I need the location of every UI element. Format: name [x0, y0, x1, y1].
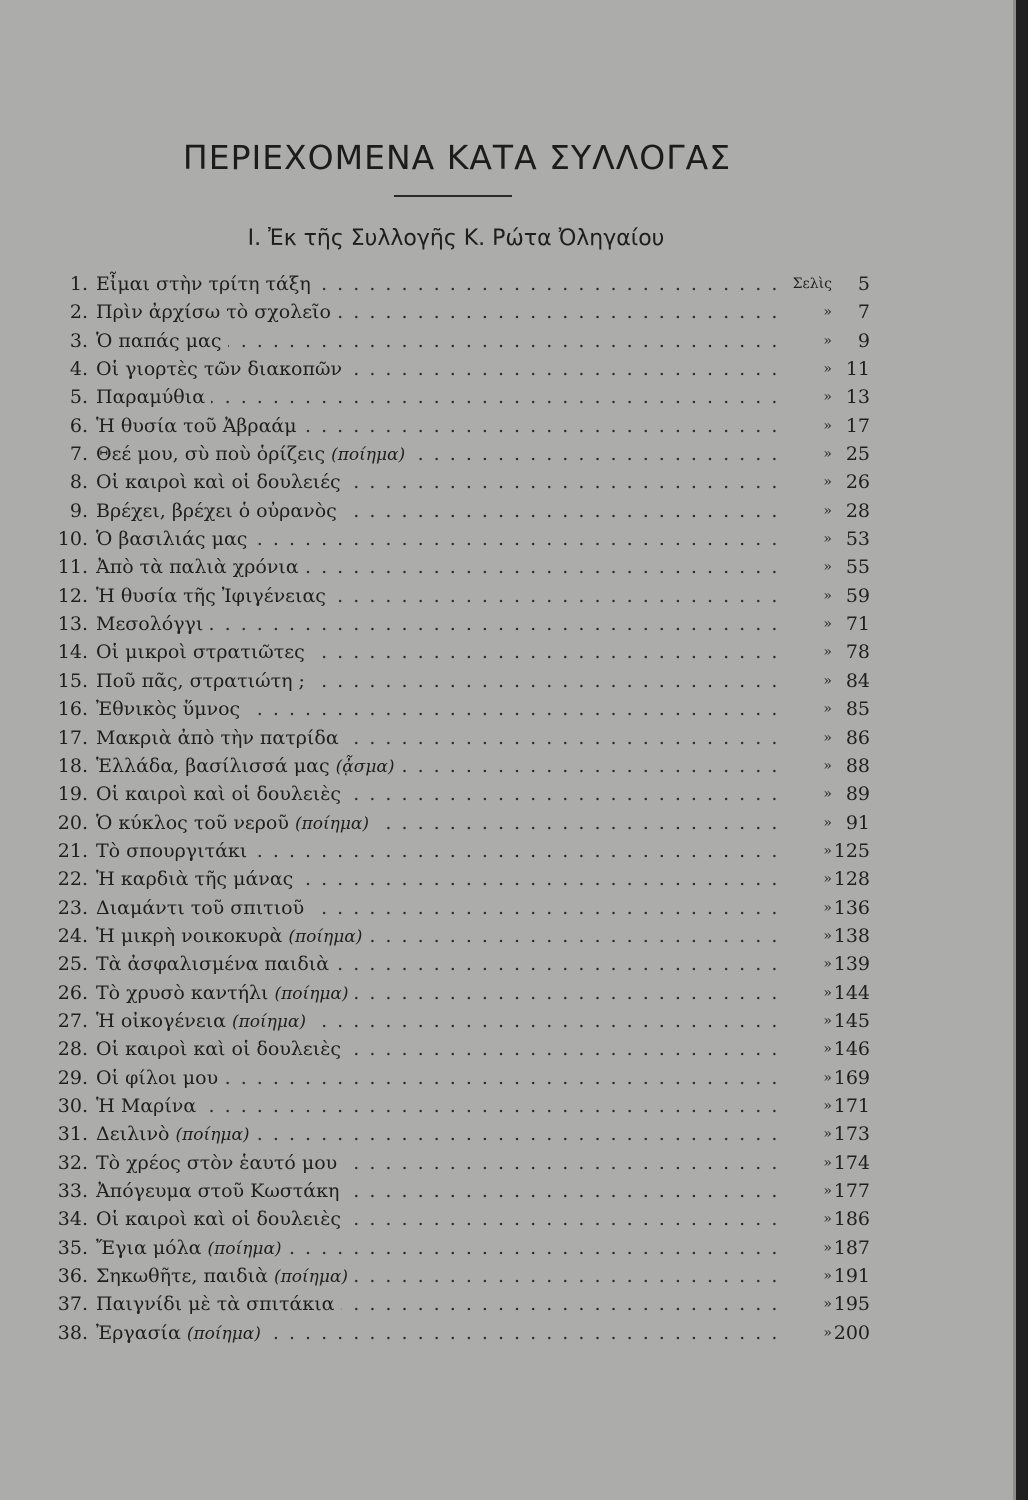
page-mark: » — [823, 559, 832, 576]
page-mark: » — [823, 1012, 832, 1029]
toc-entry — [40, 1177, 880, 1205]
entry-note: (ποίημα) — [295, 814, 375, 834]
entry-note: (ᾆσμα) — [336, 757, 401, 777]
page-mark: » — [823, 1268, 832, 1285]
page-mark: » — [823, 871, 832, 888]
toc-entry — [40, 327, 880, 355]
page-number: 11 — [845, 358, 870, 381]
toc-entry — [40, 922, 880, 950]
toc-entry — [40, 412, 880, 440]
entry-title: Βρέχει, βρέχει ὁ οὐρανὸς — [96, 500, 343, 522]
entry-number: 21. — [57, 839, 88, 862]
page-number: 55 — [845, 556, 870, 579]
entry-title-line — [96, 1290, 780, 1318]
entry-note: (ποίημα) — [274, 1267, 354, 1287]
page-number: 78 — [845, 641, 870, 664]
entry-title: Θεέ μου, σὺ ποὺ ὁρίζεις — [96, 443, 331, 465]
entry-number: 36. — [57, 1265, 88, 1288]
entry-number: 27. — [57, 1009, 88, 1032]
entry-title-line — [96, 383, 780, 411]
entry-number: 5. — [69, 386, 88, 409]
entry-title-line — [96, 468, 780, 496]
page-number: 59 — [845, 584, 870, 607]
entry-title-line — [96, 1149, 780, 1177]
page-mark: » — [823, 899, 832, 916]
page-number: 177 — [833, 1180, 870, 1202]
toc-entry — [40, 809, 880, 837]
toc-entry — [40, 1290, 880, 1318]
entry-title: Οἱ καιροὶ καὶ οἱ δουλειὲς — [96, 1208, 347, 1230]
page-number: 174 — [833, 1151, 870, 1174]
toc-entry — [40, 780, 880, 808]
entry-title-line — [96, 1177, 780, 1205]
toc-entry — [40, 865, 880, 893]
entry-number: 4. — [69, 358, 88, 381]
entry-title: Τὸ χρέος στὸν ἑαυτό μου — [96, 1152, 343, 1174]
page-number: 53 — [845, 528, 870, 551]
toc-entry — [40, 525, 880, 553]
entry-note: (ποίημα) — [187, 1324, 267, 1344]
entry-number: 11. — [57, 556, 88, 579]
entry-number: 3. — [69, 329, 88, 352]
entry-number: 30. — [57, 1094, 88, 1117]
page-number: 195 — [833, 1293, 870, 1316]
entry-number: 2. — [69, 301, 88, 324]
entry-note: (ποίημα) — [232, 1012, 312, 1032]
toc-entry — [40, 950, 880, 978]
entry-title: Οἱ γιορτὲς τῶν διακοπῶν — [96, 358, 348, 380]
entry-title: Πρὶν ἀρχίσω τὸ σχολεῖο — [96, 301, 337, 323]
entry-note: (ποίημα) — [176, 1125, 256, 1145]
entry-title-line — [96, 412, 780, 440]
entry-title-line — [96, 610, 780, 638]
entry-title: Ἀπὸ τὰ παλιὰ χρόνια — [96, 556, 305, 578]
page-mark: » — [823, 389, 832, 406]
entry-number: 23. — [57, 896, 88, 919]
page-number: 169 — [833, 1066, 870, 1089]
entry-number: 28. — [57, 1038, 88, 1061]
page-number: 91 — [845, 811, 870, 834]
entry-title-line — [96, 1007, 780, 1036]
page-mark: » — [823, 729, 832, 746]
entry-title-line — [96, 1319, 780, 1348]
page-mark: » — [823, 927, 832, 944]
page-mark: » — [823, 1211, 832, 1228]
entry-title: Ὁ παπάς μας — [96, 330, 228, 352]
page-mark: » — [823, 956, 832, 973]
entry-note: (ποίημα) — [274, 984, 354, 1004]
entry-note: (ποίημα) — [208, 1239, 288, 1259]
page-mark: » — [823, 786, 832, 803]
entry-title: Μεσολόγγι — [96, 613, 209, 635]
page-mark: » — [823, 474, 832, 491]
page-edge — [1016, 0, 1028, 1500]
entry-number: 29. — [57, 1066, 88, 1089]
entry-title: Ποῦ πᾶς, στρατιώτη ; — [96, 670, 311, 692]
toc-entry — [40, 638, 880, 666]
entry-number: 18. — [57, 754, 88, 777]
page-number: 138 — [833, 924, 870, 947]
entry-title-line — [96, 1064, 780, 1092]
entry-title-line — [96, 440, 780, 469]
toc-entry — [40, 1120, 880, 1148]
page-mark: » — [823, 842, 832, 859]
page-mark: » — [823, 701, 832, 718]
page-number: 86 — [845, 726, 870, 749]
page-number: 89 — [845, 783, 870, 806]
page-number: 139 — [833, 953, 870, 976]
page-number: 7 — [857, 301, 870, 324]
page-number: 191 — [833, 1265, 870, 1288]
entry-title: Ἐργασία — [96, 1322, 187, 1344]
entry-number: 32. — [57, 1151, 88, 1174]
entry-number: 15. — [57, 669, 88, 692]
entry-title: Τὸ σπουργιτάκι — [96, 840, 253, 862]
page-number: 84 — [845, 669, 870, 692]
toc-entry — [40, 1064, 880, 1092]
entry-number: 12. — [57, 584, 88, 607]
entry-number: 37. — [57, 1293, 88, 1316]
entry-title-line — [96, 1035, 780, 1063]
page-mark: » — [823, 1041, 832, 1058]
entry-title-line — [96, 1234, 780, 1263]
entry-title-line — [96, 979, 780, 1008]
entry-title: Ἡ καρδιὰ τῆς μάνας — [96, 868, 299, 890]
page-mark: » — [823, 616, 832, 633]
entry-number: 38. — [57, 1321, 88, 1344]
entry-title: Οἱ καιροὶ καὶ οἱ δουλειές — [96, 471, 347, 493]
entry-number: 17. — [57, 726, 88, 749]
page-mark: » — [823, 446, 832, 463]
toc-entry — [40, 1234, 880, 1262]
page-mark: » — [823, 1239, 832, 1256]
entry-title: Ἑλλάδα, βασίλισσά μας — [96, 755, 336, 777]
toc-entry — [40, 837, 880, 865]
page-number: 5 — [857, 273, 870, 295]
page-number: 17 — [845, 414, 870, 437]
entry-number: 31. — [57, 1123, 88, 1146]
entry-number: 19. — [57, 783, 88, 806]
entry-title: Παραμύθια — [96, 386, 211, 408]
toc-entry — [40, 1205, 880, 1233]
entry-title: Δειλινὸ — [96, 1123, 176, 1145]
toc-entry — [40, 298, 880, 326]
toc-entry — [40, 1035, 880, 1063]
entry-title: Οἱ φίλοι μου — [96, 1067, 224, 1089]
entry-title-line — [96, 667, 780, 695]
toc-entry — [40, 1319, 880, 1347]
entry-title-line — [96, 638, 780, 666]
entry-note: (ποίημα) — [331, 445, 411, 465]
entry-title: Ἡ Μαρίνα — [96, 1095, 202, 1117]
entry-number: 9. — [69, 499, 88, 522]
page-mark: » — [823, 1154, 832, 1171]
entry-title-line — [96, 950, 780, 978]
entry-title: Διαμάντι τοῦ σπιτιοῦ — [96, 897, 310, 919]
entry-number: 13. — [57, 613, 88, 636]
toc-entry — [40, 270, 880, 298]
entry-title: Οἱ καιροὶ καὶ οἱ δουλειὲς — [96, 783, 347, 805]
toc-entry — [40, 383, 880, 411]
entry-title: Οἱ μικροὶ στρατιῶτες — [96, 641, 311, 663]
page-mark: » — [823, 757, 832, 774]
entry-title-line — [96, 525, 780, 553]
entry-title-line — [96, 752, 780, 781]
entry-number: 1. — [69, 273, 88, 295]
section-heading: Ι. Ἐκ τῆς Συλλογῆς Κ. Ρώτα Ὀληγαίου — [247, 226, 665, 251]
page-mark: » — [823, 1324, 832, 1341]
entry-title: Ἔγια μόλα — [96, 1237, 208, 1259]
page-number: 125 — [833, 839, 870, 862]
page-mark: » — [823, 1097, 832, 1114]
entry-title: Ἐθνικὸς ὕμνος — [96, 698, 246, 720]
page-number: 128 — [833, 868, 870, 891]
entry-title: Τὸ χρυσὸ καντήλι — [96, 982, 274, 1004]
entry-title-line — [96, 922, 780, 951]
page-mark: » — [823, 1296, 832, 1313]
toc-entry — [40, 440, 880, 468]
toc-entry — [40, 497, 880, 525]
entry-number: 34. — [57, 1208, 88, 1231]
entry-title: Μακριὰ ἀπὸ τὴν πατρίδα — [96, 727, 345, 749]
entry-note: (ποίημα) — [288, 927, 368, 947]
page-number: 136 — [833, 896, 870, 919]
toc-entry — [40, 553, 880, 581]
toc-entry — [40, 979, 880, 1007]
toc-entry — [40, 1262, 880, 1290]
page-number: 145 — [833, 1009, 870, 1032]
entry-number: 10. — [57, 528, 88, 551]
page-mark: » — [823, 531, 832, 548]
entry-title-line — [96, 1205, 780, 1233]
page-number: 28 — [845, 499, 870, 522]
page-mark: » — [823, 417, 832, 434]
entry-title-line — [96, 1092, 780, 1120]
entry-title-line — [96, 582, 780, 610]
toc-entry — [40, 894, 880, 922]
toc-entry — [40, 752, 880, 780]
page-number: 146 — [833, 1038, 870, 1061]
toc-entry — [40, 355, 880, 383]
entry-title-line — [96, 497, 780, 525]
toc-entry — [40, 1092, 880, 1120]
entry-number: 8. — [69, 471, 88, 494]
entry-title-line — [96, 270, 780, 298]
entry-title: Ἡ θυσία τῆς Ἰφιγένειας — [96, 585, 332, 607]
page-number: 71 — [845, 613, 870, 636]
page-mark: » — [823, 502, 832, 519]
entry-title-line — [96, 780, 780, 808]
entry-title-line — [96, 298, 780, 326]
toc-entry — [40, 695, 880, 723]
page-number: 26 — [845, 471, 870, 494]
page-number: 171 — [833, 1094, 870, 1117]
entry-title: Τὰ ἀσφαλισμένα παιδιὰ — [96, 953, 335, 975]
page-mark: » — [823, 587, 832, 604]
toc-entry — [40, 468, 880, 496]
entry-title: Ἡ μικρὴ νοικοκυρὰ — [96, 925, 288, 947]
table-of-contents — [40, 270, 880, 1347]
entry-number: 7. — [69, 443, 88, 466]
page-number: 144 — [833, 981, 870, 1004]
page-number: 173 — [833, 1123, 870, 1146]
entry-title: Οἱ καιροὶ καὶ οἱ δουλειὲς — [96, 1038, 347, 1060]
page-mark: » — [823, 644, 832, 661]
page-number: 88 — [845, 754, 870, 777]
page-number: 9 — [857, 329, 870, 352]
toc-entry — [40, 1149, 880, 1177]
entry-title-line — [96, 1262, 780, 1291]
toc-entry — [40, 1007, 880, 1035]
entry-title-line — [96, 724, 780, 752]
entry-number: 26. — [57, 981, 88, 1004]
entry-number: 33. — [57, 1180, 88, 1202]
page-mark: » — [823, 814, 832, 831]
toc-entry — [40, 610, 880, 638]
entry-title-line — [96, 865, 780, 893]
page-number: 85 — [845, 698, 870, 721]
entry-title-line — [96, 809, 780, 838]
page-mark: » — [823, 984, 832, 1001]
entry-title: Ὁ κύκλος τοῦ νεροῦ — [96, 812, 295, 834]
entry-title: Ὁ βασιλιάς μας — [96, 528, 253, 550]
entry-number: 24. — [57, 924, 88, 947]
entry-number: 6. — [69, 414, 88, 437]
entry-title: Ἀπόγευμα στοῦ Κωστάκη — [96, 1180, 345, 1202]
entry-number: 14. — [57, 641, 88, 664]
page-mark: » — [823, 1183, 832, 1199]
page-number: 187 — [833, 1236, 870, 1259]
page-number: 186 — [833, 1208, 870, 1231]
entry-title-line — [96, 894, 780, 922]
toc-entry — [40, 582, 880, 610]
entry-number: 22. — [57, 868, 88, 891]
entry-title-line — [96, 327, 780, 355]
entry-title-line — [96, 553, 780, 581]
entry-title: Σηκωθῆτε, παιδιὰ — [96, 1265, 274, 1287]
page-number: 200 — [833, 1321, 870, 1344]
entry-title: Ἡ οἰκογένεια — [96, 1010, 232, 1032]
page-mark: » — [823, 361, 832, 378]
page-title: ΠΕΡΙΕΧΟΜΕΝΑ ΚΑΤΑ ΣΥΛΛΟΓΑΣ — [182, 138, 732, 177]
entry-title: Παιγνίδι μὲ τὰ σπιτάκια — [96, 1293, 341, 1315]
page-mark: Σελὶς — [792, 276, 832, 292]
entry-number: 35. — [57, 1236, 88, 1259]
toc-entry — [40, 724, 880, 752]
page-mark: » — [823, 304, 832, 321]
entry-title-line — [96, 355, 780, 383]
page-mark: » — [823, 332, 832, 349]
toc-entry — [40, 667, 880, 695]
entry-number: 16. — [57, 698, 88, 721]
entry-title-line — [96, 837, 780, 865]
page-mark: » — [823, 672, 832, 689]
page-mark: » — [823, 1126, 832, 1143]
page-number: 25 — [845, 443, 870, 466]
page-mark: » — [823, 1069, 832, 1086]
entry-number: 25. — [57, 953, 88, 976]
entry-title: Εἶμαι στὴν τρίτη τάξη — [96, 273, 317, 295]
entry-number: 20. — [57, 811, 88, 834]
entry-title-line — [96, 695, 780, 723]
page-number: 13 — [845, 386, 870, 409]
entry-title: Ἡ θυσία τοῦ Ἀβραάμ — [96, 415, 303, 437]
entry-title-line — [96, 1120, 780, 1149]
title-rule — [394, 195, 512, 197]
